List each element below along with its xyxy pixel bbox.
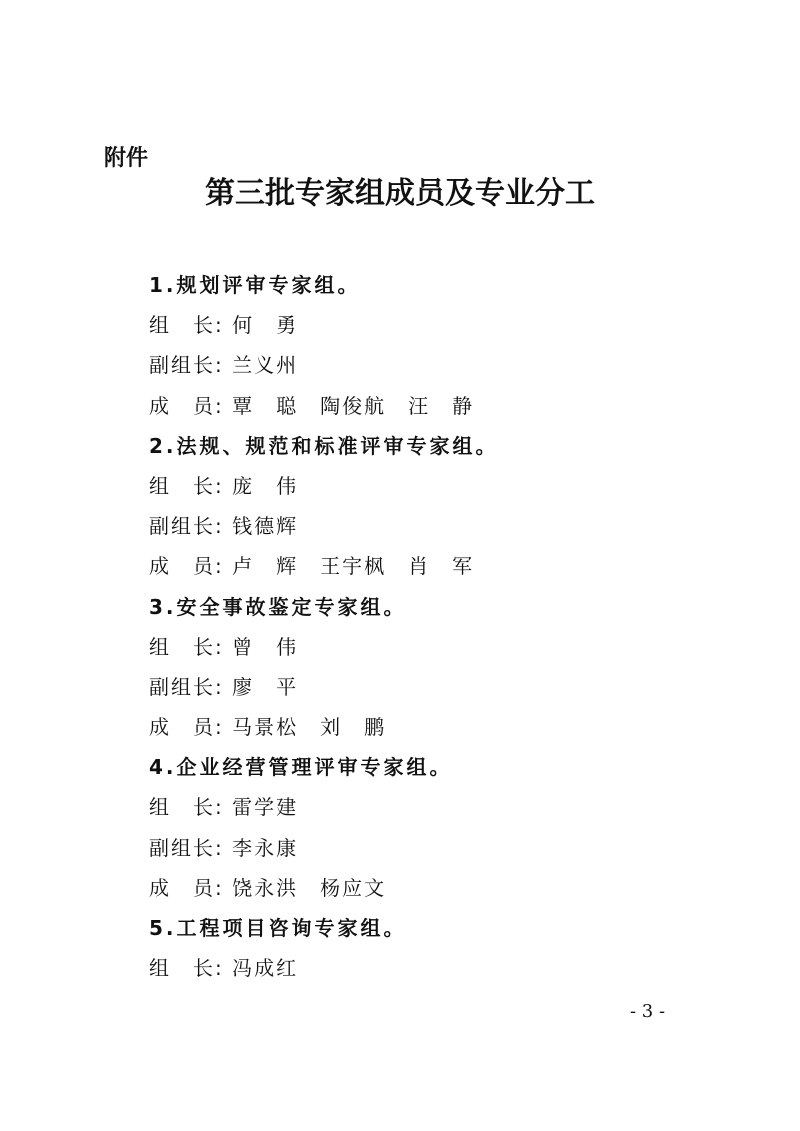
member-line: 组 长: 冯成红 <box>149 956 299 981</box>
member-line: 副组长: 李永康 <box>149 835 299 860</box>
group-heading: 5.工程项目咨询专家组。 <box>149 916 407 940</box>
page-number: - 3 - <box>630 1001 666 1022</box>
member-line: 组 长: 曾 伟 <box>149 634 299 659</box>
member-line: 副组长: 钱德辉 <box>149 514 299 539</box>
attachment-label: 附件 <box>104 146 149 171</box>
document-title: 第三批专家组成员及专业分工 <box>205 176 595 211</box>
member-line: 组 长: 雷学建 <box>149 795 299 820</box>
expert-group-list <box>149 268 709 991</box>
group-heading: 4.企业经营管理评审专家组。 <box>149 755 453 780</box>
member-line: 成 员: 卢 辉 王宇枫 肖 军 <box>149 554 475 579</box>
member-line: 副组长: 兰义州 <box>149 353 299 378</box>
group-heading: 3.安全事故鉴定专家组。 <box>149 594 407 619</box>
group-heading: 2.法规、规范和标准评审专家组。 <box>149 433 499 458</box>
member-line: 成 员: 马景松 刘 鹏 <box>149 715 387 740</box>
member-line: 组 长: 庞 伟 <box>149 473 299 498</box>
member-line: 副组长: 廖 平 <box>149 674 299 699</box>
member-line: 成 员: 饶永洪 杨应文 <box>149 875 387 900</box>
group-heading: 1.规划评审专家组。 <box>149 273 361 297</box>
member-line: 成 员: 覃 聪 陶俊航 汪 静 <box>149 393 475 418</box>
member-line: 组 长: 何 勇 <box>149 313 299 338</box>
